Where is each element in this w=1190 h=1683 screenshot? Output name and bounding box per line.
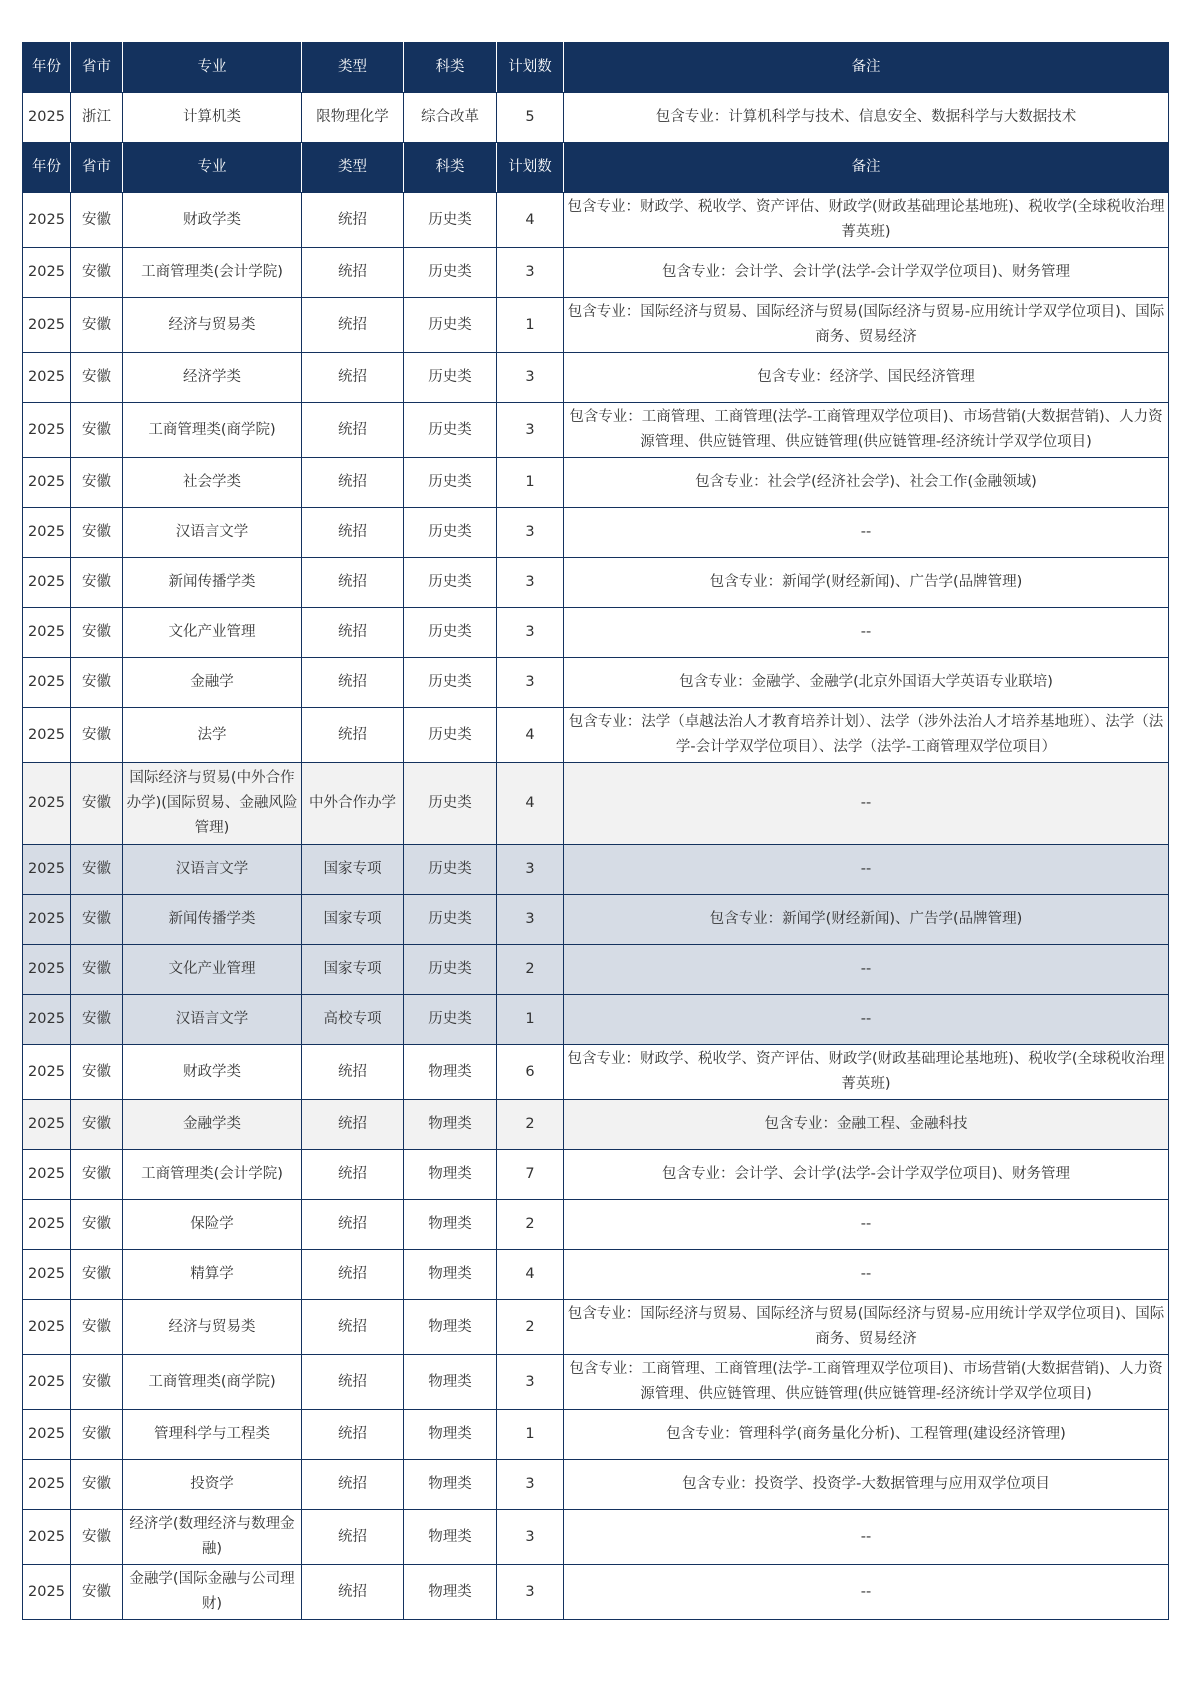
cell-count: 3 [497,1565,564,1620]
cell-province: 安徽 [71,945,123,995]
cell-year: 2025 [23,1200,71,1250]
cell-count: 2 [497,945,564,995]
table-row [23,845,1169,895]
cell-type: 统招 [302,1200,404,1250]
cell-province: 安徽 [71,1460,123,1510]
header-type: 类型 [302,43,404,93]
cell-year: 2025 [23,193,71,248]
cell-type: 统招 [302,1250,404,1300]
cell-type: 统招 [302,558,404,608]
cell-year: 2025 [23,995,71,1045]
cell-count: 1 [497,995,564,1045]
table-row [23,248,1169,298]
cell-count: 2 [497,1200,564,1250]
cell-year: 2025 [23,763,71,845]
cell-province: 安徽 [71,1045,123,1100]
cell-major: 工商管理类(会计学院) [123,1150,302,1200]
cell-note: 包含专业：会计学、会计学(法学-会计学双学位项目)、财务管理 [564,248,1169,298]
cell-major: 工商管理类(会计学院) [123,248,302,298]
table-row [23,1100,1169,1150]
cell-type: 限物理化学 [302,93,404,143]
cell-count: 3 [497,1510,564,1565]
table-row [23,1150,1169,1200]
table-row [23,558,1169,608]
cell-type: 国家专项 [302,895,404,945]
table-row [23,1200,1169,1250]
cell-province: 安徽 [71,1510,123,1565]
cell-type: 统招 [302,458,404,508]
cell-subject: 历史类 [404,508,497,558]
cell-note: -- [564,1250,1169,1300]
cell-type: 统招 [302,1045,404,1100]
cell-note: 包含专业：计算机科学与技术、信息安全、数据科学与大数据技术 [564,93,1169,143]
cell-major: 新闻传播学类 [123,895,302,945]
cell-subject: 历史类 [404,558,497,608]
table-row [23,658,1169,708]
cell-major: 金融学 [123,658,302,708]
cell-province: 安徽 [71,995,123,1045]
cell-subject: 历史类 [404,298,497,353]
header-subject: 科类 [404,43,497,93]
cell-major: 精算学 [123,1250,302,1300]
cell-province: 安徽 [71,1355,123,1410]
cell-subject: 历史类 [404,995,497,1045]
cell-type: 国家专项 [302,845,404,895]
cell-note: -- [564,1565,1169,1620]
cell-major: 金融学(国际金融与公司理财) [123,1565,302,1620]
cell-note: 包含专业：财政学、税收学、资产评估、财政学(财政基础理论基地班)、税收学(全球税收治理菁英班) [564,193,1169,248]
cell-subject: 历史类 [404,403,497,458]
table-row [23,508,1169,558]
cell-major: 经济学(数理经济与数理金融) [123,1510,302,1565]
cell-province: 浙江 [71,93,123,143]
cell-note: -- [564,945,1169,995]
cell-count: 3 [497,248,564,298]
cell-province: 安徽 [71,658,123,708]
cell-count: 3 [497,353,564,403]
table-row [23,353,1169,403]
cell-note: 包含专业：工商管理、工商管理(法学-工商管理双学位项目)、市场营销(大数据营销)、人力资源管理、供应链管理、供应链管理(供应链管理-经济统计学双学位项目) [564,1355,1169,1410]
cell-province: 安徽 [71,1300,123,1355]
table-row [23,1565,1169,1620]
cell-count: 3 [497,558,564,608]
table-row [23,458,1169,508]
cell-province: 安徽 [71,1100,123,1150]
cell-year: 2025 [23,608,71,658]
cell-note: 包含专业：社会学(经济社会学)、社会工作(金融领域) [564,458,1169,508]
cell-type: 统招 [302,508,404,558]
cell-type: 统招 [302,248,404,298]
cell-province: 安徽 [71,1565,123,1620]
cell-year: 2025 [23,458,71,508]
cell-province: 安徽 [71,298,123,353]
table-row [23,1300,1169,1355]
cell-note: -- [564,845,1169,895]
cell-year: 2025 [23,1150,71,1200]
cell-year: 2025 [23,708,71,763]
header-subject: 科类 [404,143,497,193]
header-note: 备注 [564,143,1169,193]
cell-major: 汉语言文学 [123,995,302,1045]
table-row [23,708,1169,763]
cell-subject: 物理类 [404,1410,497,1460]
cell-count: 7 [497,1150,564,1200]
cell-subject: 物理类 [404,1100,497,1150]
cell-note: 包含专业：会计学、会计学(法学-会计学双学位项目)、财务管理 [564,1150,1169,1200]
table-row [23,763,1169,845]
cell-year: 2025 [23,1460,71,1510]
cell-note: 包含专业：经济学、国民经济管理 [564,353,1169,403]
cell-major: 新闻传播学类 [123,558,302,608]
cell-note: 包含专业：法学（卓越法治人才教育培养计划）、法学（涉外法治人才培养基地班）、法学（法学-会计学双学位项目）、法学（法学-工商管理双学位项目） [564,708,1169,763]
cell-count: 3 [497,658,564,708]
cell-type: 统招 [302,1410,404,1460]
cell-major: 国际经济与贸易(中外合作办学)(国际贸易、金融风险管理) [123,763,302,845]
cell-year: 2025 [23,895,71,945]
cell-year: 2025 [23,298,71,353]
cell-note: 包含专业：国际经济与贸易、国际经济与贸易(国际经济与贸易-应用统计学双学位项目)、国际商务、贸易经济 [564,298,1169,353]
cell-note: 包含专业：新闻学(财经新闻)、广告学(品牌管理) [564,558,1169,608]
cell-subject: 历史类 [404,608,497,658]
cell-subject: 历史类 [404,763,497,845]
cell-year: 2025 [23,1510,71,1565]
cell-province: 安徽 [71,708,123,763]
cell-year: 2025 [23,1410,71,1460]
cell-major: 经济学类 [123,353,302,403]
cell-type: 统招 [302,403,404,458]
cell-subject: 物理类 [404,1300,497,1355]
cell-type: 统招 [302,353,404,403]
cell-year: 2025 [23,558,71,608]
cell-major: 投资学 [123,1460,302,1510]
table-row [23,298,1169,353]
cell-subject: 物理类 [404,1565,497,1620]
cell-note: -- [564,763,1169,845]
table-row [23,995,1169,1045]
table-row [23,1045,1169,1100]
cell-major: 财政学类 [123,193,302,248]
cell-count: 3 [497,403,564,458]
cell-note: 包含专业：财政学、税收学、资产评估、财政学(财政基础理论基地班)、税收学(全球税收治理菁英班) [564,1045,1169,1100]
cell-province: 安徽 [71,1150,123,1200]
cell-year: 2025 [23,1300,71,1355]
header-count: 计划数 [497,43,564,93]
cell-year: 2025 [23,508,71,558]
cell-province: 安徽 [71,248,123,298]
cell-subject: 历史类 [404,945,497,995]
table-row [23,1460,1169,1510]
cell-province: 安徽 [71,1200,123,1250]
cell-year: 2025 [23,1565,71,1620]
cell-subject: 物理类 [404,1150,497,1200]
header-major: 专业 [123,43,302,93]
cell-type: 统招 [302,708,404,763]
cell-major: 管理科学与工程类 [123,1410,302,1460]
cell-type: 统招 [302,1460,404,1510]
cell-subject: 历史类 [404,193,497,248]
cell-major: 计算机类 [123,93,302,143]
cell-year: 2025 [23,1045,71,1100]
cell-count: 4 [497,763,564,845]
cell-major: 金融学类 [123,1100,302,1150]
cell-subject: 历史类 [404,353,497,403]
table-row [23,403,1169,458]
cell-province: 安徽 [71,403,123,458]
cell-type: 统招 [302,1150,404,1200]
table-row [23,608,1169,658]
cell-subject: 物理类 [404,1200,497,1250]
cell-province: 安徽 [71,193,123,248]
cell-count: 5 [497,93,564,143]
cell-year: 2025 [23,1355,71,1410]
cell-count: 1 [497,298,564,353]
cell-major: 保险学 [123,1200,302,1250]
header-major: 专业 [123,143,302,193]
cell-year: 2025 [23,945,71,995]
cell-province: 安徽 [71,1410,123,1460]
cell-year: 2025 [23,658,71,708]
cell-count: 2 [497,1300,564,1355]
cell-subject: 物理类 [404,1250,497,1300]
cell-major: 工商管理类(商学院) [123,1355,302,1410]
header-count: 计划数 [497,143,564,193]
header-province: 省市 [71,43,123,93]
cell-type: 高校专项 [302,995,404,1045]
table-row [23,1355,1169,1410]
cell-note: -- [564,608,1169,658]
table-row [23,1410,1169,1460]
table-row [23,193,1169,248]
cell-province: 安徽 [71,1250,123,1300]
cell-province: 安徽 [71,353,123,403]
cell-major: 汉语言文学 [123,508,302,558]
cell-subject: 历史类 [404,708,497,763]
anhui-rows [23,193,1169,1620]
cell-province: 安徽 [71,508,123,558]
cell-year: 2025 [23,93,71,143]
cell-type: 统招 [302,193,404,248]
header-note: 备注 [564,43,1169,93]
cell-count: 2 [497,1100,564,1150]
header-year: 年份 [23,143,71,193]
table-header-row [23,43,1169,93]
cell-count: 4 [497,1250,564,1300]
cell-note: 包含专业：管理科学(商务量化分析)、工程管理(建设经济管理) [564,1410,1169,1460]
cell-subject: 历史类 [404,895,497,945]
cell-province: 安徽 [71,558,123,608]
cell-count: 3 [497,508,564,558]
cell-count: 3 [497,608,564,658]
cell-subject: 历史类 [404,845,497,895]
cell-subject: 物理类 [404,1460,497,1510]
cell-subject: 历史类 [404,658,497,708]
cell-year: 2025 [23,248,71,298]
cell-type: 中外合作办学 [302,763,404,845]
enrollment-plan-table [22,42,1169,1620]
cell-count: 1 [497,1410,564,1460]
cell-year: 2025 [23,353,71,403]
cell-type: 统招 [302,1510,404,1565]
cell-type: 统招 [302,1355,404,1410]
cell-major: 财政学类 [123,1045,302,1100]
table-row [23,1250,1169,1300]
cell-type: 统招 [302,608,404,658]
cell-province: 安徽 [71,763,123,845]
cell-note: 包含专业：国际经济与贸易、国际经济与贸易(国际经济与贸易-应用统计学双学位项目)、国际商务、贸易经济 [564,1300,1169,1355]
cell-major: 经济与贸易类 [123,1300,302,1355]
table-header-row [23,143,1169,193]
cell-count: 3 [497,895,564,945]
cell-subject: 历史类 [404,248,497,298]
cell-count: 6 [497,1045,564,1100]
table-row [23,945,1169,995]
cell-year: 2025 [23,845,71,895]
cell-subject: 历史类 [404,458,497,508]
table-row [23,895,1169,945]
header-province: 省市 [71,143,123,193]
cell-type: 统招 [302,1100,404,1150]
cell-major: 汉语言文学 [123,845,302,895]
cell-note: 包含专业：金融学、金融学(北京外国语大学英语专业联培) [564,658,1169,708]
table-row [23,1510,1169,1565]
cell-subject: 物理类 [404,1355,497,1410]
cell-count: 4 [497,708,564,763]
cell-subject: 物理类 [404,1510,497,1565]
cell-note: 包含专业：工商管理、工商管理(法学-工商管理双学位项目)、市场营销(大数据营销)、人力资源管理、供应链管理、供应链管理(供应链管理-经济统计学双学位项目) [564,403,1169,458]
cell-subject: 综合改革 [404,93,497,143]
cell-major: 经济与贸易类 [123,298,302,353]
cell-note: -- [564,1510,1169,1565]
cell-count: 4 [497,193,564,248]
cell-count: 3 [497,845,564,895]
cell-note: -- [564,995,1169,1045]
table-row [23,93,1169,143]
cell-type: 国家专项 [302,945,404,995]
cell-province: 安徽 [71,608,123,658]
cell-province: 安徽 [71,458,123,508]
cell-type: 统招 [302,298,404,353]
cell-major: 法学 [123,708,302,763]
header-year: 年份 [23,43,71,93]
cell-count: 1 [497,458,564,508]
cell-year: 2025 [23,1250,71,1300]
cell-year: 2025 [23,1100,71,1150]
cell-province: 安徽 [71,845,123,895]
cell-province: 安徽 [71,895,123,945]
cell-note: 包含专业：投资学、投资学-大数据管理与应用双学位项目 [564,1460,1169,1510]
cell-major: 文化产业管理 [123,608,302,658]
cell-note: 包含专业：新闻学(财经新闻)、广告学(品牌管理) [564,895,1169,945]
cell-major: 社会学类 [123,458,302,508]
cell-major: 工商管理类(商学院) [123,403,302,458]
cell-count: 3 [497,1355,564,1410]
cell-subject: 物理类 [404,1045,497,1100]
cell-year: 2025 [23,403,71,458]
header-type: 类型 [302,143,404,193]
cell-major: 文化产业管理 [123,945,302,995]
cell-type: 统招 [302,1565,404,1620]
cell-count: 3 [497,1460,564,1510]
cell-type: 统招 [302,658,404,708]
cell-note: -- [564,1200,1169,1250]
cell-type: 统招 [302,1300,404,1355]
cell-note: 包含专业：金融工程、金融科技 [564,1100,1169,1150]
cell-note: -- [564,508,1169,558]
